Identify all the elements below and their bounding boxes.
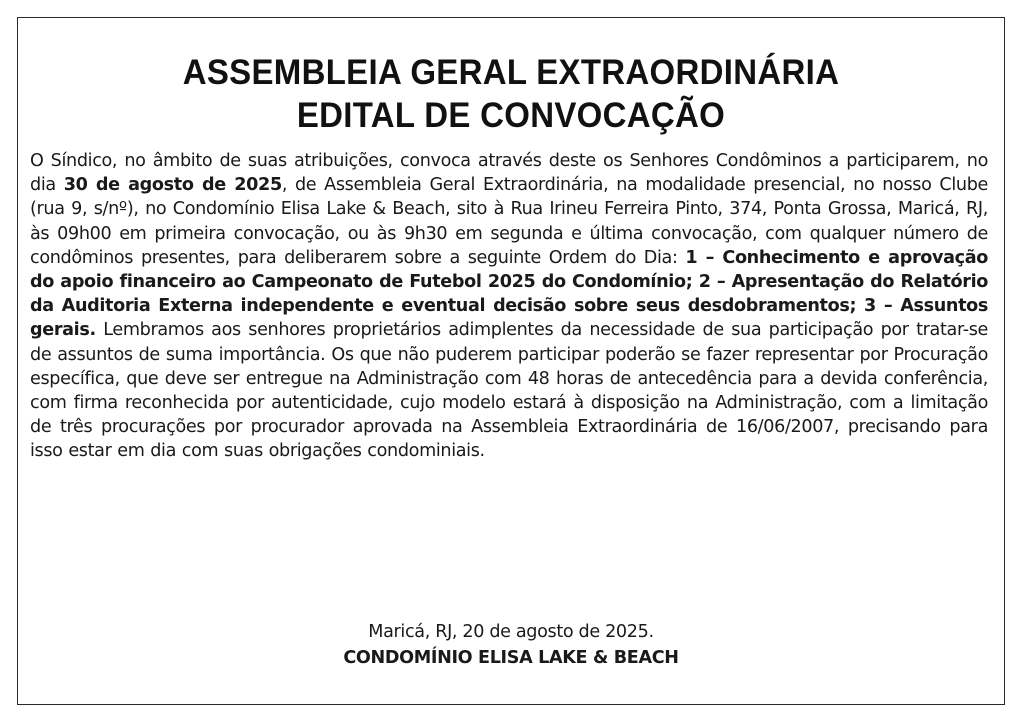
- meeting-date: 30 de agosto de 2025: [63, 175, 282, 196]
- title-line-2: EDITAL DE CONVOCAÇÃO: [296, 94, 726, 135]
- place-date: Maricá, RJ, 20 de agosto de 2025.: [368, 622, 654, 642]
- title-line-1: ASSEMBLEIA GERAL EXTRAORDINÁRIA: [182, 51, 840, 92]
- signature: CONDOMÍNIO ELISA LAKE & BEACH: [343, 648, 679, 668]
- agenda-items: 1 – Conhecimento e aprovação do apoio financeiro ao Campeonato de Futebol 2025 do Condomínio; 2 – Apresentação do Relatório da Auditoria Externa independente e eventual decisão sobre seus desdobramentos; 3 – Assuntos gerais.: [30, 247, 988, 341]
- body-text-intro: O Síndico, no âmbito de suas atribuições, convoca através deste os Senhores Condôminos a participarem, no dia: [30, 151, 988, 196]
- body-text-details: , de Assembleia Geral Extraordinária, na modalidade presencial, no nosso Clube (rua 9, s/nº), no Condomínio Elisa Lake & Beach, sito à Rua Irineu Ferreira Pinto, 374, Ponta Grossa, Maricá, RJ, às 09h00 em primeira convocação, ou às 9h30 em segunda e última convocação, com qualquer número de condôminos presentes, para deliberarem sobre a seguinte Ordem do Dia:: [30, 175, 988, 268]
- notice-frame: [17, 17, 1005, 705]
- body-text-closing: Lembramos aos senhores proprietários adimplentes da necessidade de sua participação por tratar-se de assuntos de suma importância. Os que não puderem participar poderão se fazer representar por Procuração específica, que deve ser entregue na Administração com 48 horas de antecedência para a devida conferência, com firma reconhecida por autenticidade, cujo modelo estará à disposição na Administração, com a limitação de três procurações por procurador aprovada na Assembleia Extraordinária de 16/06/2007, precisando para isso estar em dia com suas obrigações condominiais.: [30, 320, 988, 462]
- notice-body: [30, 149, 988, 464]
